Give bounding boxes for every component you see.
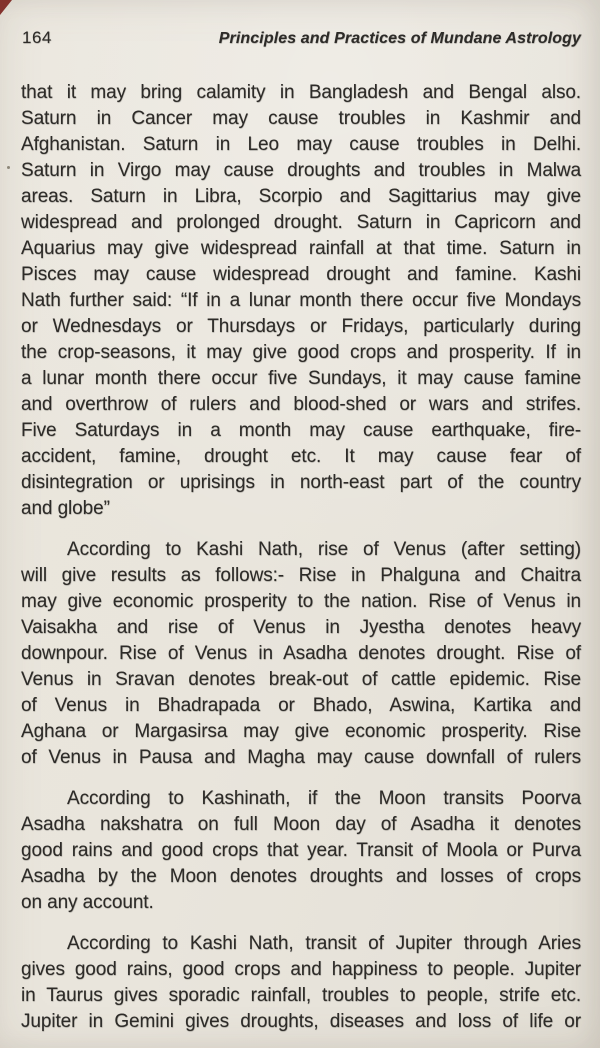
text-line: or Wednesdays or Thursdays or Fridays, particularly during xyxy=(21,316,581,337)
text-line: Asadha nakshatra on full Moon day of Asadha it denotes xyxy=(21,814,581,835)
text-line: and globe” xyxy=(21,498,110,519)
scan-speck xyxy=(7,166,10,169)
text-line: in Taurus gives sporadic rainfall, troubles to people, strife etc. xyxy=(21,985,581,1006)
text-line: Saturn in Virgo may cause droughts and troubles in Malwa xyxy=(21,160,581,181)
paragraph xyxy=(21,80,581,522)
text-line: and overthrow of rulers and blood-shed or wars and strifes. xyxy=(21,394,581,415)
text-line: Pisces may cause widespread drought and famine. Kashi xyxy=(21,264,581,285)
text-line: Saturn in Cancer may cause troubles in Kashmir and xyxy=(21,108,581,129)
text-line: Nath further said: “If in a lunar month there occur five Mondays xyxy=(21,290,581,311)
text-line: Aquarius may give widespread rainfall at that time. Saturn in xyxy=(21,238,581,259)
text-line: will give results as follows:- Rise in Phalguna and Chaitra xyxy=(21,565,581,586)
body-text xyxy=(21,80,581,1035)
text-line: of Venus in Pausa and Magha may cause downfall of rulers xyxy=(21,747,581,768)
text-line: may give economic prosperity to the nation. Rise of Venus in xyxy=(21,591,581,612)
paragraph xyxy=(21,931,581,1035)
text-line: of Venus in Bhadrapada or Bhado, Aswina, Kartika and xyxy=(21,695,581,716)
text-line: a lunar month there occur five Sundays, it may cause famine xyxy=(21,368,581,389)
page-header xyxy=(22,28,581,48)
text-line: areas. Saturn in Libra, Scorpio and Sagittarius may give xyxy=(21,186,581,207)
text-line: Five Saturdays in a month may cause earthquake, fire- xyxy=(21,420,581,441)
text-line: According to Kashi Nath, rise of Venus (after setting) xyxy=(67,539,581,560)
text-line: Afghanistan. Saturn in Leo may cause troubles in Delhi. xyxy=(21,134,581,155)
paragraph xyxy=(21,786,581,916)
text-line: Venus in Sravan denotes break-out of cattle epidemic. Rise xyxy=(21,669,581,690)
text-line: Vaisakha and rise of Venus in Jyestha denotes heavy xyxy=(21,617,581,638)
running-title: Principles and Practices of Mundane Astrology xyxy=(218,30,581,47)
text-line: good rains and good crops that year. Transit of Moola or Purva xyxy=(21,840,581,861)
text-line: Jupiter in Gemini gives droughts, diseases and loss of life or xyxy=(21,1011,581,1032)
page-number: 164 xyxy=(22,28,52,47)
book-cover-corner xyxy=(0,0,12,15)
text-line: on any account. xyxy=(21,892,154,913)
paragraph xyxy=(21,537,581,771)
text-line: Aghana or Margasirsa may give economic prosperity. Rise xyxy=(21,721,581,742)
text-line: accident, famine, drought etc. It may cause fear of xyxy=(21,446,581,467)
text-line: According to Kashinath, if the Moon transits Poorva xyxy=(67,788,581,809)
text-line: Asadha by the Moon denotes droughts and losses of crops xyxy=(21,866,581,887)
text-line: the crop-seasons, it may give good crops and prosperity. If in xyxy=(21,342,581,363)
text-line: that it may bring calamity in Bangladesh and Bengal also. xyxy=(21,82,581,103)
text-line: disintegration or uprisings in north-east part of the country xyxy=(21,472,581,493)
text-line: downpour. Rise of Venus in Asadha denotes drought. Rise of xyxy=(21,643,581,664)
text-line: widespread and prolonged drought. Saturn in Capricorn and xyxy=(21,212,581,233)
text-line: gives good rains, good crops and happiness to people. Jupiter xyxy=(21,959,581,980)
text-line: According to Kashi Nath, transit of Jupiter through Aries xyxy=(67,933,581,954)
